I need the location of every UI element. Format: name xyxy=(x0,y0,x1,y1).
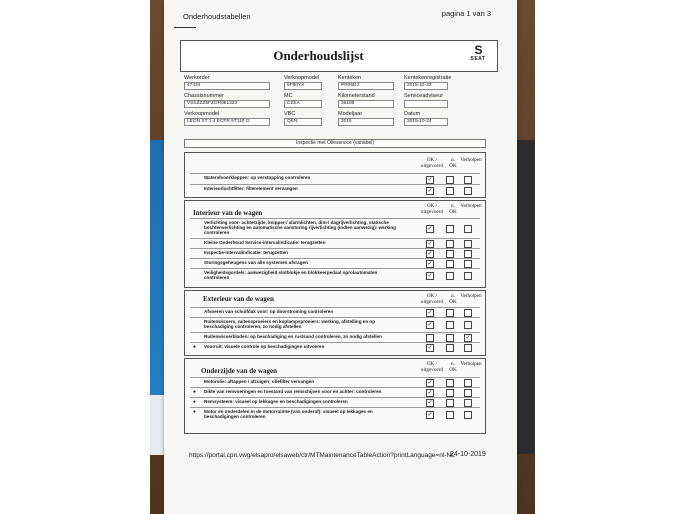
col-nok: n. OK xyxy=(449,203,457,215)
section-heading: Onderzijde van de wagen xyxy=(201,367,278,375)
verholpen-checkbox[interactable] xyxy=(464,187,472,195)
ok-checkbox[interactable]: ✓ xyxy=(427,322,433,328)
nok-checkbox[interactable] xyxy=(446,187,454,195)
checklist-row xyxy=(190,184,480,195)
page-title: Onderhoudslijst xyxy=(273,48,364,63)
item-text: Verlichting voor- achterzijde, knipper-/ alarmlichten, dim-/ dagrijverlichting, statische bochtenverlichting en automatische aansturing rijverlichting (indien aanwezig): werking controleren xyxy=(204,220,396,236)
nok-checkbox[interactable] xyxy=(446,321,454,329)
ok-checkbox[interactable]: ✓ xyxy=(427,251,433,257)
verholpen-checkbox[interactable] xyxy=(464,250,472,258)
ok-checkbox[interactable]: ✓ xyxy=(427,188,433,194)
nok-checkbox[interactable] xyxy=(446,272,454,280)
checklist-row xyxy=(190,268,480,284)
col-ok: OK / uitgevoerd xyxy=(420,203,444,215)
item-text: Voorruit: visuele controle op beschadigingen uitvoeren xyxy=(204,344,325,349)
mc-value: CZEA xyxy=(284,100,322,108)
bullet-icon: ● xyxy=(193,410,197,415)
verholpen-checkbox[interactable] xyxy=(464,344,472,352)
footer-date: 24-10-2019 xyxy=(450,451,486,458)
verholpen-checkbox[interactable] xyxy=(464,225,472,233)
ok-checkbox[interactable]: ✓ xyxy=(427,261,433,267)
bullet-icon: ● xyxy=(193,400,197,405)
checklist-row xyxy=(190,238,480,248)
section-heading: Interieur van de wagen xyxy=(193,209,263,217)
page-indicator: pagina 1 van 3 xyxy=(441,9,491,18)
nok-checkbox[interactable] xyxy=(446,240,454,248)
ok-checkbox[interactable]: ✓ xyxy=(427,226,433,232)
ok-checkbox[interactable]: ✓ xyxy=(427,380,433,386)
item-text: Inspectie-intervalindicatie: terugzetten xyxy=(204,250,288,255)
checklist-row xyxy=(190,397,480,407)
checklist-block-onderzijde xyxy=(184,358,486,434)
ok-checkbox[interactable]: ✓ xyxy=(427,400,433,406)
ok-checkbox[interactable]: ✓ xyxy=(427,177,433,183)
ok-checkbox[interactable]: ✓ xyxy=(427,345,433,351)
ok-checkbox[interactable]: ✓ xyxy=(427,390,433,396)
chassisnummer-value: VSSZZZ5FZGR051323 xyxy=(184,100,270,108)
document-header-title: Onderhoudstabellen xyxy=(183,12,251,21)
checklist-row xyxy=(190,377,480,387)
verholpen-checkbox[interactable] xyxy=(464,389,472,397)
col-nok: n. OK xyxy=(449,293,457,305)
ok-checkbox[interactable]: ✓ xyxy=(427,412,433,418)
nok-checkbox[interactable] xyxy=(446,260,454,268)
item-text: Dikte van remvoeringen en toestand van remschijven voor en achter: controleren xyxy=(204,389,382,394)
item-text: Remsysteem: visueel op lekkages en beschadigingen controleren xyxy=(204,399,348,404)
kilometerstand-value: 36108 xyxy=(338,100,394,108)
verholpen-checkbox[interactable] xyxy=(464,321,472,329)
serviceadviseur-label: Serviceadviseur xyxy=(404,93,444,99)
checklist-row xyxy=(190,332,480,342)
col-verholpen: Verholpen xyxy=(460,361,482,367)
item-text: Interieurluchtfilter: filterelement vervangen xyxy=(204,186,298,191)
paper-under-stack xyxy=(150,395,165,455)
item-text: Ruitenwisserbladen: op beschadiging en rustsand controleren, zo nodig afstellen xyxy=(204,334,382,339)
nok-checkbox[interactable] xyxy=(446,411,454,419)
nok-checkbox[interactable] xyxy=(446,379,454,387)
serviceadviseur-value xyxy=(404,100,448,108)
verholpen-checkbox[interactable] xyxy=(464,272,472,280)
col-ok: OK / uitgevoerd xyxy=(420,361,444,373)
item-text: Waterafvoerkleppen: op verstopping controleren xyxy=(204,175,311,180)
kenteken-value: PR05DJ xyxy=(338,82,394,90)
verholpen-checkbox[interactable] xyxy=(464,176,472,184)
verkoopmodel2-label: Verkoopmodel xyxy=(184,111,220,117)
modeljaar-label: Modeljaar xyxy=(338,111,363,117)
checklist-block-general xyxy=(184,152,486,198)
verholpen-checkbox[interactable] xyxy=(464,240,472,248)
col-verholpen: Verholpen xyxy=(460,293,482,299)
werkorder-value: 47434 xyxy=(184,82,270,90)
bullet-icon: ● xyxy=(193,390,197,395)
col-ok: OK / uitgevoerd xyxy=(420,157,444,169)
kilometerstand-label: Kilometerstand xyxy=(338,93,375,99)
verkoopmodel2-value: LEON ST 1.4 ECFR 5T110 G xyxy=(184,118,270,126)
checklist-row xyxy=(190,387,480,397)
col-nok: n. OK xyxy=(449,361,457,373)
verholpen-checkbox[interactable] xyxy=(464,309,472,317)
checklist-block-exterieur xyxy=(184,290,486,356)
bullet-icon: ● xyxy=(193,345,197,350)
vehicle-info xyxy=(182,75,482,135)
title-box xyxy=(180,40,498,72)
datum-label: Datum xyxy=(404,111,421,117)
nok-checkbox[interactable] xyxy=(446,389,454,397)
seat-logo-word: SEAT xyxy=(470,56,486,62)
verholpen-checkbox[interactable] xyxy=(464,379,472,387)
ok-checkbox[interactable] xyxy=(426,334,434,342)
inspection-title: Inspectie met Olieservice (variabel) xyxy=(184,139,486,148)
header-underline xyxy=(174,27,196,28)
kenteken-label: Kenteken xyxy=(338,75,362,81)
footer-url: https://portal.cpn.vwg/elsapro/elsaweb/ctr/MTMaintenanceTableAction?printLanguage=nl-NL xyxy=(189,452,455,459)
verholpen-checkbox[interactable] xyxy=(464,411,472,419)
verkoopmodel-label: Verkoopmodel xyxy=(284,75,320,81)
vbc-label: VBC xyxy=(284,111,296,117)
checklist-row xyxy=(190,258,480,268)
maintenance-document xyxy=(164,0,517,514)
col-nok: n. OK xyxy=(449,157,457,169)
item-text: Motor en onderdelen in de motorruimte (van onderaf): visueel op lekkages en beschadigingen controleren xyxy=(204,409,373,420)
item-text: Kleine Onderhoud Service-intervalindicatie: terugzetten xyxy=(204,240,326,245)
kentekenregistratie-value: 2015-12-23 xyxy=(404,82,448,90)
checklist-row xyxy=(190,342,480,352)
chassisnummer-label: Chassisnummer xyxy=(184,93,224,99)
nok-checkbox[interactable] xyxy=(446,344,454,352)
verholpen-checkbox[interactable]: ✓ xyxy=(465,335,471,341)
ok-checkbox[interactable]: ✓ xyxy=(427,310,433,316)
vbc-value: QKN xyxy=(284,118,322,126)
seat-logo xyxy=(465,44,491,66)
modeljaar-value: 2016 xyxy=(338,118,394,126)
datum-value: 2019-10-24 xyxy=(404,118,448,126)
item-text: Veiligheidsgordels: aanwezigheid slotblokje en blokkeerpedaal oprolautomaten controleren xyxy=(204,270,378,281)
verholpen-checkbox[interactable] xyxy=(464,260,472,268)
col-ok: OK / uitgevoerd xyxy=(420,293,444,305)
item-text: Storingsgeheugens van alle systemen afvragen xyxy=(204,260,308,265)
nok-checkbox[interactable] xyxy=(446,399,454,407)
nok-checkbox[interactable] xyxy=(446,176,454,184)
kentekenregistratie-label: Kentekenregistratie xyxy=(404,75,452,81)
seat-s-icon: S xyxy=(474,43,482,57)
item-text: Ruitenwissers, ruitensproeiers en koplampsproeiers: werking, afstelling en op beschadiging controleren, zo nodig afstellen xyxy=(204,319,376,330)
checklist-row xyxy=(190,248,480,258)
nok-checkbox[interactable] xyxy=(446,225,454,233)
section-heading: Exterieur van de wagen xyxy=(203,295,274,303)
verkoopmodel-value: 5F80YX xyxy=(284,82,322,90)
item-text: Afvoeren van schuifdak voor: op doorstroming controleren xyxy=(204,309,334,314)
ok-checkbox[interactable]: ✓ xyxy=(427,241,433,247)
checklist-row xyxy=(190,407,480,422)
checklist-row xyxy=(190,218,480,238)
nok-checkbox[interactable] xyxy=(446,250,454,258)
mc-label: MC xyxy=(284,93,293,99)
checklist-block-interieur xyxy=(184,200,486,288)
col-verholpen: Verholpen xyxy=(460,203,482,209)
checklist-row xyxy=(190,307,480,317)
checklist-row xyxy=(190,317,480,332)
ok-checkbox[interactable]: ✓ xyxy=(427,273,433,279)
nok-checkbox[interactable] xyxy=(446,334,454,342)
verholpen-checkbox[interactable] xyxy=(464,399,472,407)
nok-checkbox[interactable] xyxy=(446,309,454,317)
werkorder-label: Werkorder xyxy=(184,75,210,81)
item-text: Motorolie: aftappen / afzuigen; oliefilter vervangen xyxy=(204,379,315,384)
col-verholpen: Verholpen xyxy=(460,157,482,163)
checklist-row xyxy=(190,173,480,184)
